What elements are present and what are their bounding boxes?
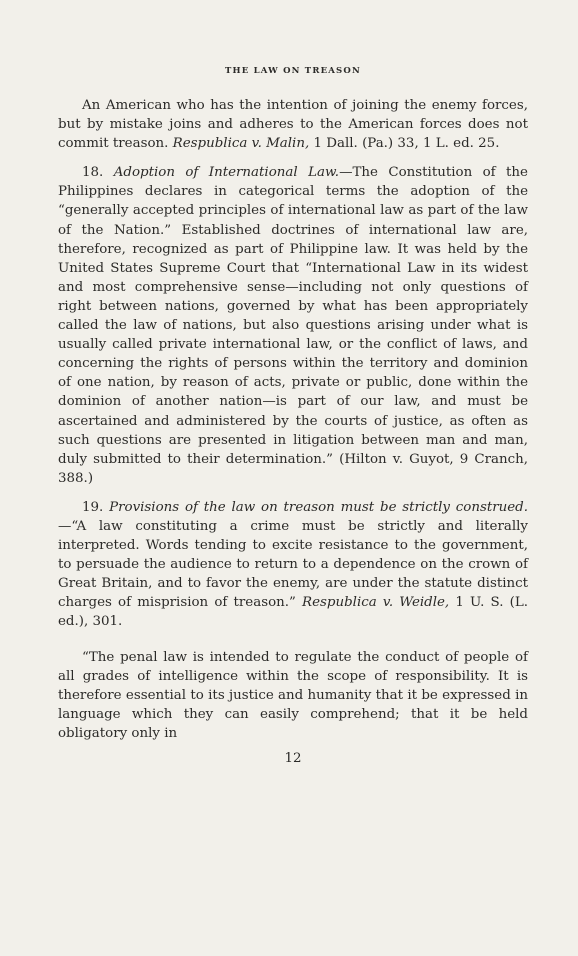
page: [58, 66, 528, 766]
paragraph-1-text: An American who has the intention of joining the enemy forces, but by mistake joins and adheres to the American forces does not commit treason.: [58, 98, 528, 152]
section-number-19: 19.: [82, 499, 110, 515]
paragraph-18: [58, 163, 528, 488]
paragraph-penal-law: “The penal law is intended to regulate the conduct of people of all grades of intelligence within the scope of responsibility. It is therefore essential to its justice and humanity that it be expressed in language which they can easily comprehend; that it be held obligatory only in: [58, 649, 528, 741]
citation-weidle: 1 U. S. (L. ed.), 301.: [58, 595, 529, 630]
section-heading-18: Adoption of International Law.: [113, 165, 340, 181]
case-name-respublica-malin: Respublica v. Malin,: [172, 136, 310, 152]
case-name-respublica-weidle: Respublica v. Weidle,: [302, 595, 450, 611]
running-head: THE LAW ON TREASON: [225, 66, 361, 76]
section-heading-19: Provisions of the law on treason must be strictly construed.: [109, 499, 528, 515]
citation-malin: 1 Dall. (Pa.) 33, 1 L. ed. 25.: [309, 136, 500, 152]
paragraph-18-text: —The Constitution of the Philippines declares in categorical terms the adoption of the “generally accepted principles of international law as part of the law of the Nation.” Established doctrines of international law are, therefore, recognized as part of Philippine law. It was held by the United States Supreme Court that “International Law in its widest and most comprehensive sense—including not only questions of right between nations, governed by what has been appropriately called the law of nations, but also questions arising under what is usually called private international law, or the conflict of laws, and concerning the rights of persons within the territory and dominion of one nation, by reason of acts, private or public, done within the dominion of another nation—is part of our law, and must be ascertained and administered by the courts of justice, as often as such questions are presented in litigation between man and man, duly submitted to their determination.” (Hilton v. Guyot, 9 Cranch, 388.): [58, 165, 528, 486]
paragraph-19-text: —“A law constituting a crime must be strictly and literally interpreted. Words tending to excite resistance to the government, to persuade the audience to return to a dependence on the crown of Great Britain, and to favor the enemy, are under the statute distinct charges of misprision of treason.”: [58, 518, 528, 611]
paragraph-19: [58, 498, 528, 632]
page-number: 12: [284, 751, 302, 766]
paragraph-1: [58, 96, 528, 153]
section-number-18: 18.: [82, 165, 114, 181]
